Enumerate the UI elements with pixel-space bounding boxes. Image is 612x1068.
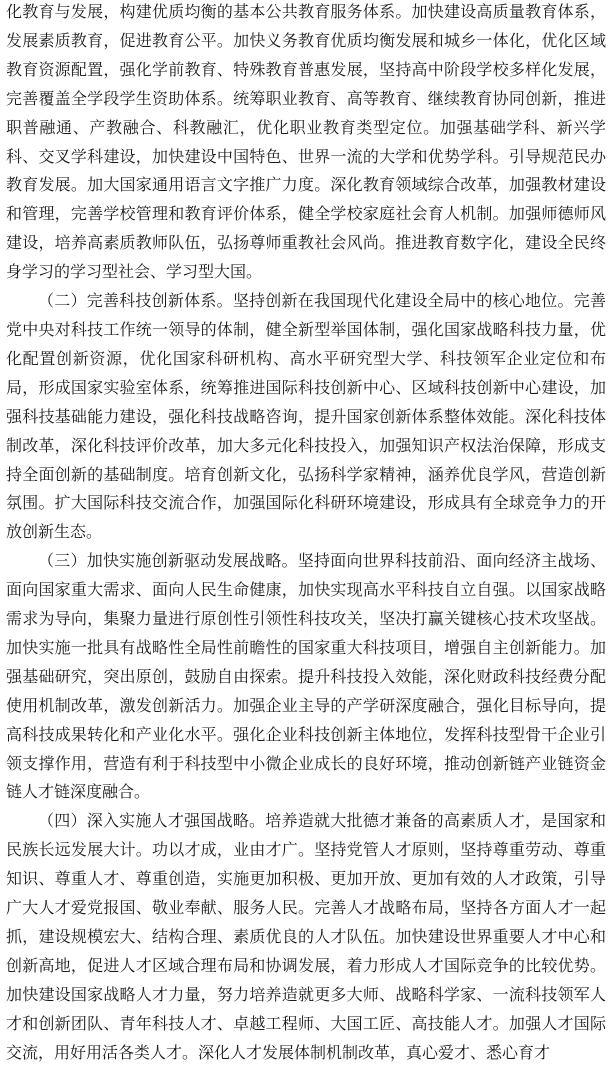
paragraph-talent-strategy: （四）深入实施人才强国战略。培养造就大批德才兼备的高素质人才，是国家和民族长远发展大计。功以才成，业由才广。坚持党管人才原则，坚持尊重劳动、尊重知识、尊重人才、尊重创造，实施更加积极、更加开放、更加有效的人才政策，引导广大人才爱党报国、敬业奉献、服务人民。完善人才战略布局，坚持各方面人才一起抓，建设规模宏大、结构合理、素质优良的人才队伍。加快建设世界重要人才中心和创新高地，促进人才区域合理布局和协调发展，着力形成人才国际竞争的比较优势。加快建设国家战略人才力量，努力培养造就更多大师、战略科学家、一流科技领军人才和创新团队、青年科技人才、卓越工程师、大国工匠、高技能人才。加强人才国际交流，用好用活各类人才。深化人才发展体制机制改革，真心爱才、悉心育才 <box>6 811 606 1062</box>
paragraph-education: 化教育与发展，构建优质均衡的基本公共教育服务体系。加快建设高质量教育体系，发展素质教育，促进教育公平。加快义务教育优质均衡发展和城乡一体化，优化区域教育资源配置，强化学前教育、特殊教育普惠发展，坚持高中阶段学校多样化发展，完善覆盖全学段学生资助体系。统筹职业教育、高等教育、继续教育协同创新，推进职普融通、产教融合、科教融汇，优化职业教育类型定位。加强基础学科、新兴学科、交叉学科建设，加快建设中国特色、世界一流的大学和优势学科。引导规范民办教育发展。加大国家通用语言文字推广力度。深化教育领域综合改革，加强教材建设和管理，完善学校管理和教育评价体系，健全学校家庭社会育人机制。加强师德师风建设，培养高素质教师队伍，弘扬尊师重教社会风尚。推进教育数字化，建设全民终身学习的学习型社会、学习型大国。 <box>6 2 606 282</box>
document-body <box>6 0 606 1068</box>
paragraph-innovation-driven-strategy: （三）加快实施创新驱动发展战略。坚持面向世界科技前沿、面向经济主战场、面向国家重大需求、面向人民生命健康，加快实现高水平科技自立自强。以国家战略需求为导向，集聚力量进行原创性引领性科技攻关，坚决打赢关键核心技术攻坚战。加快实施一批具有战略性全局性前瞻性的国家重大科技项目，增强自主创新能力。加强基础研究，突出原创，鼓励自由探索。提升科技投入效能，深化财政科技经费分配使用机制改革，激发创新活力。加强企业主导的产学研深度融合，强化目标导向，提高科技成果转化和产业化水平。强化企业科技创新主体地位，发挥科技型骨干企业引领支撑作用，营造有利于科技型中小微企业成长的良好环境，推动创新链产业链资金链人才链深度融合。 <box>6 551 606 802</box>
paragraph-science-innovation-system: （二）完善科技创新体系。坚持创新在我国现代化建设全局中的核心地位。完善党中央对科技工作统一领导的体制，健全新型举国体制，强化国家战略科技力量，优化配置创新资源，优化国家科研机构、高水平研究型大学、科技领军企业定位和布局，形成国家实验室体系，统筹推进国际科技创新中心、区域科技创新中心建设，加强科技基础能力建设，强化科技战略咨询，提升国家创新体系整体效能。深化科技体制改革，深化科技评价改革，加大多元化科技投入，加强知识产权法治保障，形成支持全面创新的基础制度。培育创新文化，弘扬科学家精神，涵养优良学风，营造创新氛围。扩大国际科技交流合作，加强国际化科研环境建设，形成具有全球竞争力的开放创新生态。 <box>6 291 606 542</box>
